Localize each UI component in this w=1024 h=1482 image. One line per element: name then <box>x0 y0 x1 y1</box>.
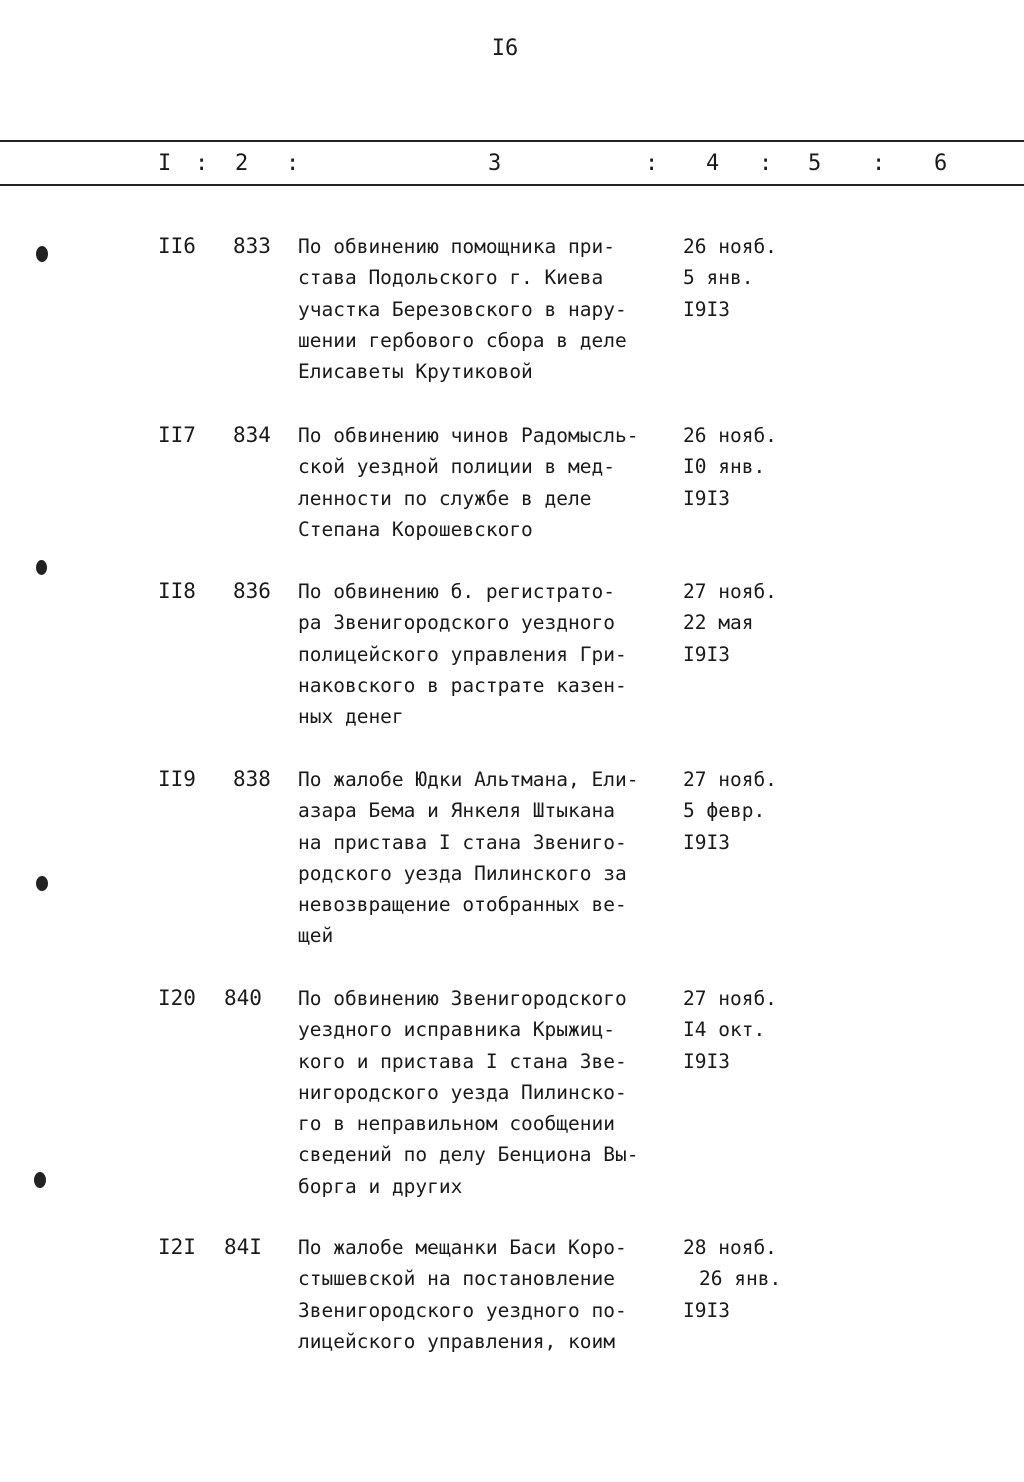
description-line: става Подольского г. Киева <box>298 266 604 290</box>
description-line: шении гербового сбора в деле <box>298 328 627 352</box>
entry-dates <box>683 231 777 325</box>
entry-description <box>298 764 678 952</box>
year: I9I3 <box>683 297 730 321</box>
entry-dates <box>683 983 777 1077</box>
binding-hole-mark <box>36 560 47 575</box>
entry-description <box>298 420 678 545</box>
entry-number: II7 <box>158 423 196 447</box>
end-date: I0 янв. <box>683 455 766 479</box>
entry-description <box>298 576 678 732</box>
start-date: 27 нояб. <box>683 768 777 791</box>
description-line: ленности по службе в деле <box>298 486 592 510</box>
entry-dates <box>683 1232 781 1326</box>
page-number: I6 <box>491 36 519 61</box>
description-line: наковского в растрате казен- <box>298 673 627 697</box>
description-line: По обвинению помощника при- <box>298 235 615 258</box>
description-line: лицейского управления, коим <box>298 1329 615 1353</box>
description-line: на пристава I стана Звениго- <box>298 830 627 854</box>
document-number: 834 <box>233 423 271 447</box>
entry-number: II6 <box>158 234 196 258</box>
description-line: щей <box>298 924 334 948</box>
description-line: ра Звенигородского уездного <box>298 611 615 635</box>
description-line: По жалобе Юдки Альтмана, Ели- <box>298 768 639 791</box>
description-line: азара Бема и Янкеля Штыкана <box>298 799 615 823</box>
description-line: сведений по делу Бенциона Вы- <box>298 1143 639 1167</box>
description-line: По обвинению чинов Радомысль- <box>298 424 639 447</box>
table-header-top-rule <box>0 140 1024 142</box>
description-line: го в неправильном сообщении <box>298 1112 615 1136</box>
entry-dates <box>683 420 777 514</box>
description-line: ской уездной полиции в мед- <box>298 455 615 479</box>
description-line: невозвращение отобранных ве- <box>298 893 627 917</box>
header-col-1: I <box>158 151 172 176</box>
year: I9I3 <box>683 642 730 666</box>
end-date: 5 февр. <box>683 799 766 823</box>
header-col-5: 5 <box>808 151 822 176</box>
table-header-bottom-rule <box>0 184 1024 186</box>
description-line: борга и других <box>298 1174 463 1198</box>
document-number: 840 <box>224 986 262 1010</box>
header-separator: : <box>759 151 773 176</box>
start-date: 27 нояб. <box>683 580 777 603</box>
description-line: кого и пристава I стана Зве- <box>298 1049 627 1073</box>
start-date: 28 нояб. <box>683 1236 777 1259</box>
description-line: стышевской на постановление <box>298 1267 615 1291</box>
header-separator: : <box>645 151 659 176</box>
entry-number: I2I <box>158 1235 196 1259</box>
header-col-4: 4 <box>706 151 720 176</box>
description-line: родского уезда Пилинского за <box>298 861 627 885</box>
binding-hole-mark <box>34 1172 46 1188</box>
header-col-2: 2 <box>235 151 249 176</box>
header-separator: : <box>286 151 300 176</box>
entry-description <box>298 983 678 1202</box>
description-line: Звенигородского уездного по- <box>298 1298 627 1322</box>
entry-dates <box>683 576 777 670</box>
entry-description <box>298 231 678 387</box>
description-line: По обвинению Звенигородского <box>298 987 627 1010</box>
binding-hole-mark <box>36 876 48 891</box>
header-separator: : <box>195 151 209 176</box>
end-date: 5 янв. <box>683 266 754 290</box>
entry-number: II8 <box>158 579 196 603</box>
start-date: 27 нояб. <box>683 987 777 1010</box>
description-line: По обвинению б. регистрато- <box>298 580 615 603</box>
year: I9I3 <box>683 1049 730 1073</box>
end-date: 22 мая <box>683 611 754 635</box>
document-number: 838 <box>233 767 271 791</box>
description-line: нигородского уезда Пилинско- <box>298 1080 627 1104</box>
description-line: ных денег <box>298 705 404 729</box>
header-col-3: 3 <box>488 151 502 176</box>
binding-hole-mark <box>36 246 48 262</box>
year: I9I3 <box>683 830 730 854</box>
entry-description <box>298 1232 678 1357</box>
description-line: Елисаветы Крутиковой <box>298 360 533 384</box>
start-date: 26 нояб. <box>683 235 777 258</box>
document-number: 833 <box>233 234 271 258</box>
description-line: Степана Корошевского <box>298 517 533 541</box>
entry-number: II9 <box>158 767 196 791</box>
description-line: участка Березовского в нару- <box>298 297 627 321</box>
start-date: 26 нояб. <box>683 424 777 447</box>
year: I9I3 <box>683 486 730 510</box>
document-number: 84I <box>224 1235 262 1259</box>
end-date: 26 янв. <box>699 1267 782 1291</box>
entry-dates <box>683 764 777 858</box>
document-number: 836 <box>233 579 271 603</box>
header-separator: : <box>872 151 886 176</box>
description-line: уездного исправника Крыжиц- <box>298 1018 615 1042</box>
description-line: По жалобе мещанки Баси Коро- <box>298 1236 627 1259</box>
end-date: I4 окт. <box>683 1018 766 1042</box>
entry-number: I20 <box>158 986 196 1010</box>
year: I9I3 <box>683 1298 730 1322</box>
description-line: полицейского управления Гри- <box>298 642 627 666</box>
header-col-6: 6 <box>934 151 948 176</box>
